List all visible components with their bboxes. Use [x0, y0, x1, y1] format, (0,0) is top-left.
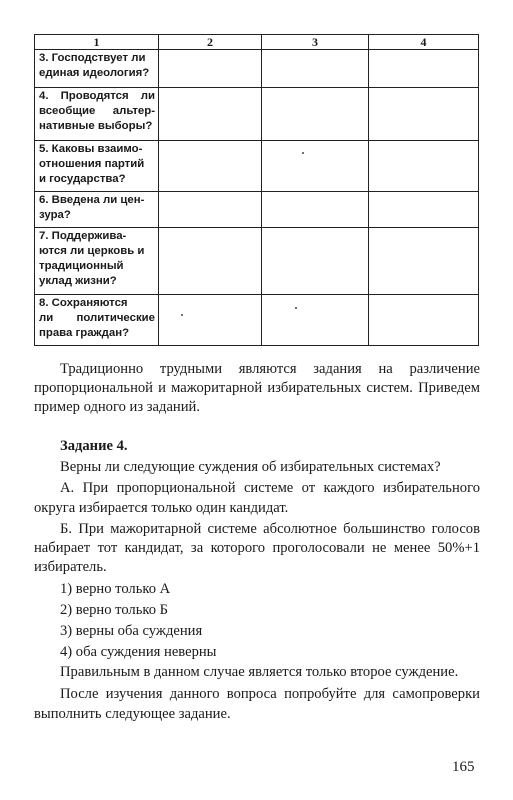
statement-b: Б. При мажоритарной системе абсолютное большинство голосов набирает тот кандидат, за которого проголосовали не менее 50%+1 избиратель.	[34, 520, 480, 576]
statement-a: А. При пропорциональной системе от каждого избирательного округа избирается только один кандидат.	[34, 480, 480, 516]
comparison-table	[34, 34, 479, 346]
table-row	[35, 88, 479, 141]
print-speck	[302, 152, 304, 154]
table-cell	[159, 141, 262, 192]
row-label	[35, 192, 159, 228]
table-cell	[159, 295, 262, 346]
table-cell	[262, 192, 369, 228]
table-row	[35, 295, 479, 346]
table-cell	[262, 50, 369, 88]
print-speck	[181, 314, 183, 316]
row-label-line: 7. Поддержива-	[39, 230, 127, 242]
row-label	[35, 141, 159, 192]
table-cell	[159, 228, 262, 295]
answer-options	[34, 580, 480, 661]
row-label-line: ются ли церковь и	[39, 245, 145, 257]
intro-paragraph: Традиционно трудными являются задания на различение пропорциональной и мажоритарной избирательных систем. Приведем пример одного из заданий.	[34, 361, 480, 416]
print-speck	[295, 307, 297, 309]
answer-paragraph: Правильным в данном случае является только второе суждение.	[60, 664, 459, 681]
column-header: 4	[369, 35, 479, 50]
table-cell	[369, 295, 479, 346]
answer-option: 3) верны оба суждения	[60, 622, 203, 639]
column-header: 3	[262, 35, 369, 50]
task-question: Верны ли следующие суждения об избирательных системах?	[60, 459, 441, 476]
table-cell	[159, 192, 262, 228]
row-label-line: 5. Каковы взаимо-	[39, 143, 143, 155]
table-row	[35, 141, 479, 192]
answer-option: 1) верно только А	[60, 581, 171, 598]
task-title: Задание 4.	[60, 438, 128, 454]
table-cell	[159, 50, 262, 88]
table-cell	[262, 141, 369, 192]
task-block	[34, 437, 480, 724]
row-label-line: права граждан?	[39, 327, 130, 339]
table-cell	[262, 228, 369, 295]
answer-option: 2) верно только Б	[60, 602, 169, 619]
row-label-line: и государства?	[39, 173, 126, 185]
row-label-line: 4. Проводятся ли	[39, 90, 155, 102]
table-cell	[369, 228, 479, 295]
row-label-line: 6. Введена ли цен-	[39, 194, 145, 206]
row-label-line: традиционный	[39, 260, 124, 272]
table-header-row	[35, 35, 479, 50]
row-label-line: уклад жизни?	[39, 275, 117, 287]
row-label	[35, 50, 159, 88]
table-cell	[369, 50, 479, 88]
row-label-line: отношения партий	[39, 158, 145, 170]
row-label-line: единая идеология?	[39, 67, 150, 79]
row-label	[35, 88, 159, 141]
table-row	[35, 50, 479, 88]
row-label-line: 8. Сохраняются	[39, 297, 128, 309]
row-label-line: зура?	[39, 209, 71, 221]
row-label-line: нативные выборы?	[39, 120, 153, 132]
table-cell	[262, 295, 369, 346]
table-cell	[369, 141, 479, 192]
row-label	[35, 295, 159, 346]
table-cell	[369, 88, 479, 141]
closing-paragraph: После изучения данного вопроса попробуйте для самопроверки выполнить следующее задание.	[34, 686, 480, 722]
table-row	[35, 192, 479, 228]
table-cell	[159, 88, 262, 141]
row-label	[35, 228, 159, 295]
column-header: 2	[159, 35, 262, 50]
row-label-line: 3. Господствует ли	[39, 52, 146, 64]
answer-option: 4) оба суждения неверны	[60, 643, 217, 660]
table-cell	[262, 88, 369, 141]
table-cell	[369, 192, 479, 228]
table-row	[35, 228, 479, 295]
intro-block	[34, 360, 480, 418]
row-label-line: всеобщие альтер-	[39, 105, 155, 117]
page-number: 165	[452, 759, 475, 775]
row-label-line: ли политические	[39, 312, 155, 324]
column-header: 1	[35, 35, 159, 50]
